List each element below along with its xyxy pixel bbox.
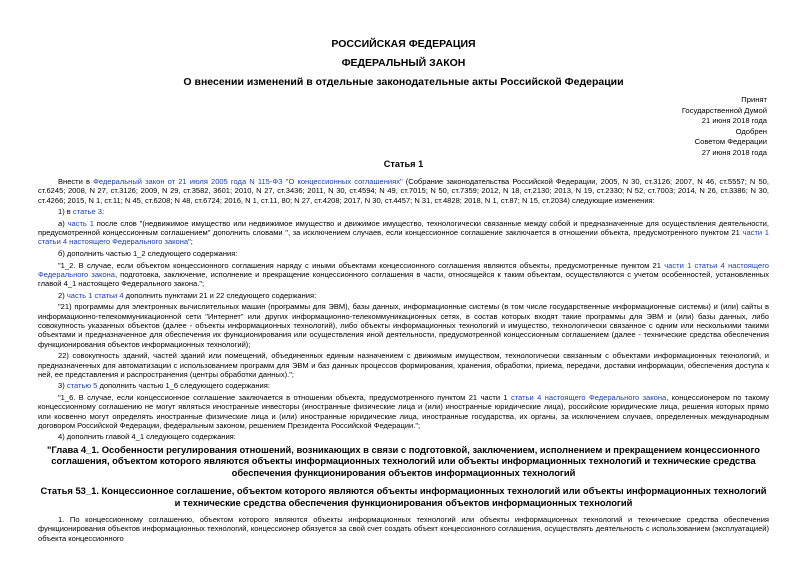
article-53-1-heading: Статья 53_1. Концессионное соглашение, объектом которого являются объекты информационных технологий или объекты информационных технологий и технические средства обеспечения функционирования объектов информационных технологий xyxy=(40,485,767,508)
item-4: 4) дополнить главой 4_1 следующего содержания: xyxy=(58,432,236,442)
chapter-4-1-heading: "Глава 4_1. Особенности регулирования отношений, возникающих в связи с подготовкой, заключением, исполнением и прекращением концессионного соглашения, объектом которого являются объекты информационных технологий или объекты информационных технологий и технические средства обеспечения функционирования объектов информационных технологий xyxy=(46,444,761,478)
accepted-date: 21 июня 2018 года xyxy=(701,116,767,126)
item-3: 3) статью 5 дополнить частью 1_6 следующего содержания: xyxy=(58,381,270,391)
item-1a: а) часть 1 после слов "(недвижимое имущество или недвижимое имущество и движимое имущество, технологически связанные между собой и предназначенные для осуществления деятельности, предусмотренной концессионным соглашением" дополнить словами ", за исключением случаев, если концессионное соглашение заключается в отношении объекта, предусмотренного пунктом 21 части 1 статьи 4 настоящего Федерального закона"; xyxy=(38,218,769,247)
law-115-fz-link[interactable]: Федеральный закон от 21 июля 2005 года N 115-ФЗ "О концессионных соглашениях" xyxy=(93,177,403,186)
law-body xyxy=(38,177,769,545)
article-5-link[interactable]: статью 5 xyxy=(66,381,98,391)
item-1b: б) дополнить частью 1_2 следующего содержания: xyxy=(58,248,238,258)
law-title: О внесении изменений в отдельные законодательные акты Российской Федерации xyxy=(183,76,624,88)
law-type-heading: ФЕДЕРАЛЬНЫЙ ЗАКОН xyxy=(341,57,466,69)
item-2: 2) часть 1 статьи 4 дополнить пунктами 21 и 22 следующего содержания: xyxy=(58,290,317,300)
country-heading: РОССИЙСКАЯ ФЕДЕРАЦИЯ xyxy=(331,38,476,50)
part-1-link[interactable]: часть 1 xyxy=(67,218,94,228)
point-21-text: "21) программы для электронных вычислительных машин (программы для ЭВМ), базы данных, информационные системы (в том числе государственные информационные системы) и (или) сайты в информационно-телекоммуникационной сети "Интернет" или других информационно-телекоммуникационных сетях, в состав которых входят такие программы для ЭВМ и (или) базы данных, либо совокупность указанных объектов (далее - объекты информационных технологий), либо объекты информационных технологий и имущество, технологически связанное с одним или несколькими такими объектами и предназначенное для обеспечения их функционирования или осуществления иной деятельности, предусмотренной концессионным соглашением (далее - технические средства обеспечения функционирования объектов информационных технологий); xyxy=(38,302,769,349)
part-1-article-4-link-3[interactable]: часть 1 статьи 4 xyxy=(66,290,124,300)
part-1-6-text: "1_6. В случае, если концессионное соглашение заключается в отношении объекта, предусмотренного пунктом 21 части 1 статьи 4 настоящего Федерального закона, концессионером по такому концессионному соглашению не могут являться иностранные инвесторы (иностранные физические лица и (или) иностранные юридические лица), российские юридические лица, решения которых прямо или косвенно могут определять иностранные физические лица и (или) иностранные юридические лица, иностранные государства, их органы, за исключением случаев, определенных международным договором Российской Федерации, федеральным законом, решением Президента Российской Федерации."; xyxy=(38,392,769,430)
part-1-article-4-link-2[interactable]: части 1 статьи 4 настоящего Федерального закона xyxy=(38,260,769,279)
article-3-link[interactable]: статье 3 xyxy=(72,207,102,217)
article-4-law-link[interactable]: статьи 4 настоящего Федерального закона xyxy=(510,392,667,402)
article-53-1-part-1: 1. По концессионному соглашению, объектом которого являются объекты информационных технологий или объекты информационных технологий и технические средства обеспечения функционирования объектов информационных технологий, концессионер обязуется за свой счет создать объект концессионного соглашения, осуществлять деятельность с использованием (эксплуатацией) объекта концессионного xyxy=(38,515,769,543)
acceptance-block xyxy=(682,95,767,159)
approved-by: Советом Федерации xyxy=(694,137,767,147)
point-22-text: 22) совокупность зданий, частей зданий или помещений, объединенных единым назначением с движимым имуществом, технологически связанным с объектами информационных технологий, и предназначенных для автоматизации с использованием программ для ЭВМ и баз данных процессов формирования, хранения, обработки, приема, передачи, доставки информации, обеспечения доступа к ней, ее представления и распространения (центры обработки данных)."; xyxy=(38,351,769,379)
accepted-by: Государственной Думой xyxy=(681,105,767,115)
part-1-article-4-link[interactable]: части 1 статьи 4 настоящего Федерального закона xyxy=(38,228,769,247)
item-1: 1) в статье 3: xyxy=(58,207,105,217)
accepted-label: Принят xyxy=(741,95,767,104)
intro-paragraph: Внести в Федеральный закон от 21 июля 2005 года N 115-ФЗ "О концессионных соглашениях" (Собрание законодательства Российской Федерации, 2005, N 30, ст.3126; 2007, N 46, ст.5557; N 50, ст.6245; 2008, N 27, ст.3126; 2009, N 29, ст.3582, 3601; 2010, N 27, ст.3436; 2011, N 30, ст.4594; N 49, ст.7015; N 50, ст.7359; 2012, N 18, ст.2130; 2013, N 19, ст.2330; N 52, ст.7003; 2014, N 26, ст.3386; N 30, ст.4266; 2015, N 1, ст.11; N 45, ст.6208; N 48, ст.6724; 2016, N 1, ст.11, 80; N 27, ст.4208; 2017, N 30, ст.4457; N 31, ст.4828; 2018, N 1, ст.87; N 15, ст.2034) следующие изменения: xyxy=(38,177,769,205)
article-1-title: Статья 1 xyxy=(383,159,424,169)
approved-label: Одобрен xyxy=(735,126,767,136)
approved-date: 27 июня 2018 года xyxy=(701,147,767,157)
part-1-2-text: "1_2. В случае, если объектом концессионного соглашения наряду с иными объектами концессионного соглашения являются объекты, предусмотренные пунктом 21 части 1 статьи 4 настоящего Федерального закона, подготовка, заключение, исполнение и прекращение концессионного соглашения в части, относящейся к таким объектам, осуществляются с учетом особенностей, установленных главой 4_1 настоящего Федерального закона."; xyxy=(38,260,769,289)
